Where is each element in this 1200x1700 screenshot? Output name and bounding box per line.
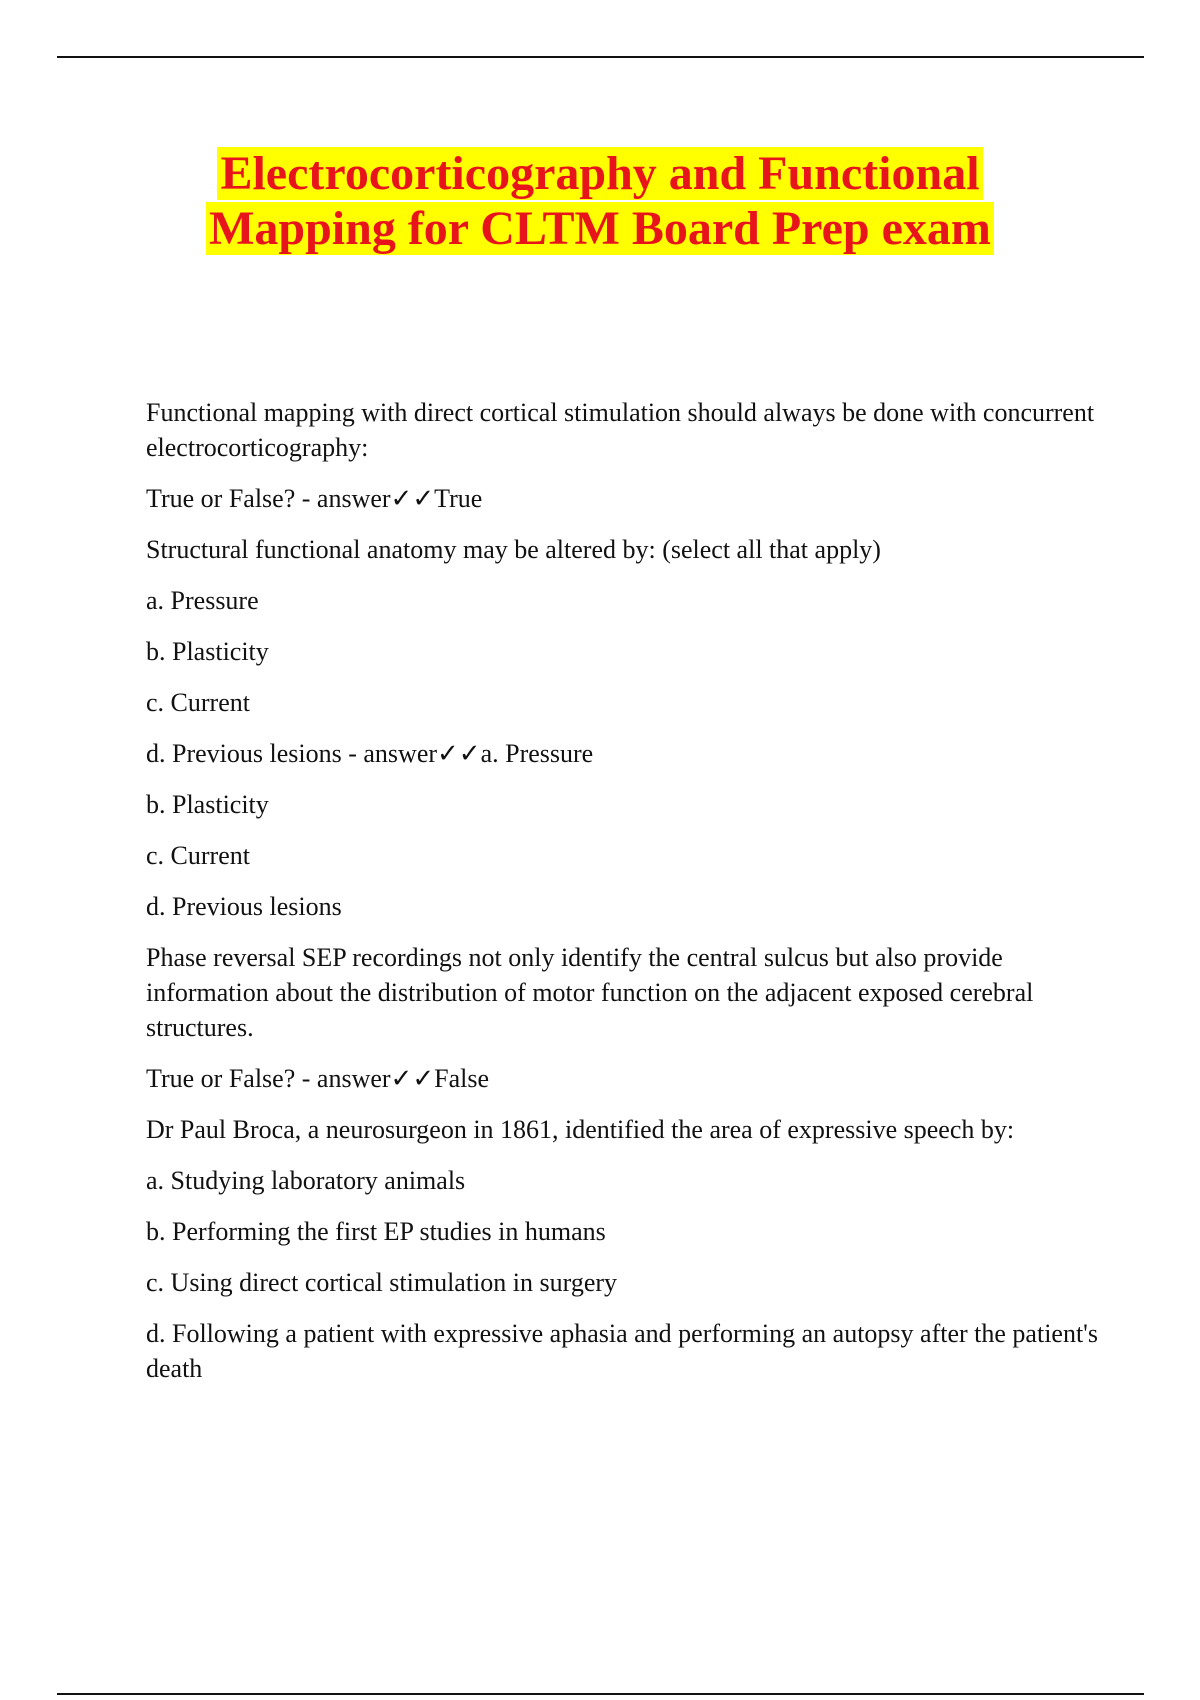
- question-4-option-a: a. Studying laboratory animals: [146, 1166, 466, 1195]
- question-4-option-d: d. Following a patient with expressive aphasia and performing an autopsy after the patient's death: [146, 1319, 1098, 1383]
- question-4-text: Dr Paul Broca, a neurosurgeon in 1861, identified the area of expressive speech by:: [146, 1115, 1015, 1144]
- question-1-answer: True or False? - answer✓✓True: [146, 484, 483, 513]
- question-2-option-b: b. Plasticity: [146, 637, 269, 666]
- document-body: [146, 395, 1106, 1402]
- document-title: [0, 146, 1200, 256]
- title-line-1: Electrocorticography and Functional: [217, 147, 982, 200]
- question-2-option-d-answer: d. Previous lesions - answer✓✓a. Pressure: [146, 739, 594, 768]
- question-3-text: Phase reversal SEP recordings not only identify the central sulcus but also provide information about the distribution of motor function on the adjacent exposed cerebral structures.: [146, 943, 1034, 1042]
- question-2-answer-c: c. Current: [146, 841, 250, 870]
- bottom-rule: [57, 1693, 1144, 1695]
- question-4-option-b: b. Performing the first EP studies in humans: [146, 1217, 606, 1246]
- question-4-option-c: c. Using direct cortical stimulation in surgery: [146, 1268, 618, 1297]
- question-2-answer-d: d. Previous lesions: [146, 892, 342, 921]
- top-rule: [57, 56, 1144, 58]
- question-1-text: Functional mapping with direct cortical stimulation should always be done with concurrent electrocorticography:: [146, 398, 1095, 462]
- question-2-text: Structural functional anatomy may be altered by: (select all that apply): [146, 535, 881, 564]
- question-3-answer: True or False? - answer✓✓False: [146, 1064, 489, 1093]
- question-2-option-a: a. Pressure: [146, 586, 259, 615]
- question-2-answer-b: b. Plasticity: [146, 790, 269, 819]
- question-2-option-c: c. Current: [146, 688, 250, 717]
- title-line-2: Mapping for CLTM Board Prep exam: [206, 202, 994, 255]
- page-title: [0, 146, 1200, 256]
